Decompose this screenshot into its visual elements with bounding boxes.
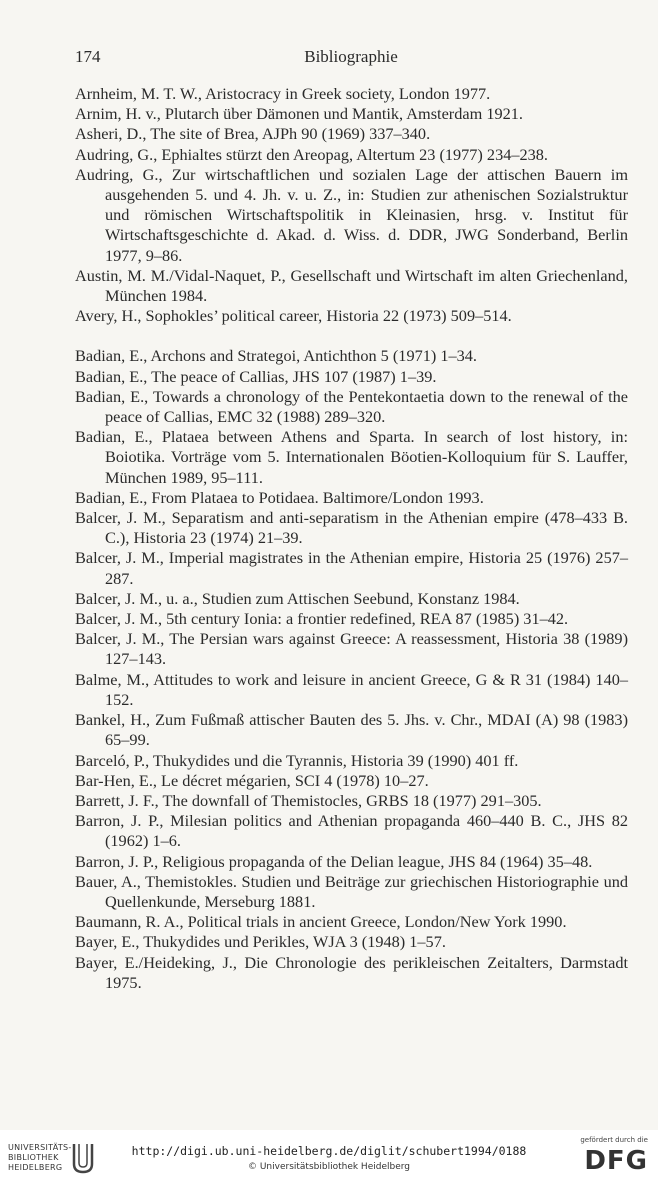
dfg-wordmark: DFG (584, 1146, 648, 1176)
bibliography-entry: Bauer, A., Themistokles. Studien und Beiträge zur griechischen Historiographie und Quellenkunde, Merseburg 1881. (75, 871, 628, 911)
bibliography-entry: Badian, E., From Plataea to Potidaea. Baltimore/London 1993. (75, 487, 484, 507)
bibliography-entry: Austin, M. M./Vidal-Naquet, P., Gesellschaft und Wirtschaft im alten Griechenland, München 1984. (75, 265, 628, 306)
bibliography-entry: Barron, J. P., Religious propaganda of the Delian league, JHS 84 (1964) 35–48. (75, 851, 593, 871)
bibliography-list (75, 84, 628, 993)
bibliography-entry: Balme, M., Attitudes to work and leisure in ancient Greece, G & R 31 (1984) 140–152. (75, 669, 628, 709)
bibliography-group-b (75, 346, 628, 993)
running-head: Bibliographie (304, 47, 398, 66)
group-separator (75, 326, 628, 346)
bibliography-entry: Barrett, J. F., The downfall of Themistocles, GRBS 18 (1977) 291–305. (75, 790, 542, 810)
bibliography-entry: Bar-Hen, E., Le décret mégarien, SCI 4 (1978) 10–27. (75, 770, 429, 790)
bibliography-group-a (75, 84, 628, 326)
bibliography-entry: Asheri, D., The site of Brea, AJPh 90 (1969) 337–340. (75, 124, 431, 144)
bibliography-entry: Badian, E., Plataea between Athens and Sparta. In search of lost history, in: Boiotika. Vorträge vom 5. Internationalen Böotien-Kolloquium für S. Lauffer, München 1989, 95–111. (75, 427, 628, 487)
bibliography-entry: Audring, G., Zur wirtschaftlichen und sozialen Lage der attischen Bauern im ausgehenden 5. und 4. Jh. v. u. Z., in: Studien zur athenischen Sozialstruktur und römischen Wirtschaftspolitik in Kleinasien, hrsg. v. Institut für Wirtschaftsgeschichte d. Akad. d. Wiss. d. DDR, JWG Sonderband, Berlin 1977, 9–86. (75, 164, 628, 265)
library-logo-text: UNIVERSITÄTS- BIBLIOTHEK HEIDELBERG (8, 1143, 72, 1172)
bibliography-entry: Balcer, J. M., The Persian wars against Greece: A reassessment, Historia 38 (1989) 127–143. (75, 629, 628, 669)
bibliography-entry: Badian, E., Archons and Strategoi, Antichthon 5 (1971) 1–34. (75, 346, 477, 366)
bibliography-entry: Avery, H., Sophokles’ political career, Historia 22 (1973) 509–514. (75, 306, 512, 326)
dfg-logo[interactable] (578, 1136, 648, 1178)
bibliography-entry: Balcer, J. M., u. a., Studien zum Attischen Seebund, Konstanz 1984. (75, 588, 520, 608)
bibliography-entry: Bayer, E., Thukydides und Perikles, WJA 3 (1948) 1–57. (75, 932, 446, 952)
dfg-caption: gefördert durch die (580, 1136, 648, 1144)
source-url-link[interactable]: http://digi.ub.uni-heidelberg.de/diglit/schubert1994/0188 (131, 1144, 527, 1158)
bibliography-entry: Balcer, J. M., Imperial magistrates in the Athenian empire, Historia 25 (1976) 257–287. (75, 548, 628, 588)
bibliography-entry: Badian, E., The peace of Callias, JHS 107 (1987) 1–39. (75, 366, 437, 386)
copyright-notice: © Universitätsbibliothek Heidelberg (247, 1162, 410, 1172)
bibliography-entry: Balcer, J. M., Separatism and anti-separatism in the Athenian empire (478–433 B. C.), Historia 23 (1974) 21–39. (75, 508, 628, 548)
page-header (75, 47, 627, 69)
digitization-footer (0, 1130, 658, 1181)
bibliography-entry: Arnim, H. v., Plutarch über Dämonen und Mantik, Amsterdam 1921. (75, 104, 523, 124)
bibliography-entry: Baumann, R. A., Political trials in ancient Greece, London/New York 1990. (75, 912, 567, 932)
page-number: 174 (75, 47, 101, 66)
bibliography-entry: Barceló, P., Thukydides und die Tyrannis, Historia 39 (1990) 401 ff. (75, 750, 519, 770)
bibliography-entry: Balcer, J. M., 5th century Ionia: a frontier redefined, REA 87 (1985) 31–42. (75, 609, 569, 629)
bibliography-entry: Bayer, E./Heideking, J., Die Chronologie des perikleischen Zeitalters, Darmstadt 1975. (75, 952, 628, 992)
bibliography-entry: Badian, E., Towards a chronology of the Pentekontaetia down to the renewal of the peace of Callias, EMC 32 (1988) 289–320. (75, 386, 628, 427)
bibliography-entry: Bankel, H., Zum Fußmaß attischer Bauten des 5. Jhs. v. Chr., MDAI (A) 98 (1983) 65–99. (75, 710, 628, 750)
bibliography-entry: Arnheim, M. T. W., Aristocracy in Greek society, London 1977. (75, 84, 491, 103)
bibliography-entry: Audring, G., Ephialtes stürzt den Areopag, Altertum 23 (1977) 234–238. (75, 144, 548, 164)
bibliography-entry: Barron, J. P., Milesian politics and Athenian propaganda 460–440 B. C., JHS 82 (1962) 1–6. (75, 811, 628, 851)
